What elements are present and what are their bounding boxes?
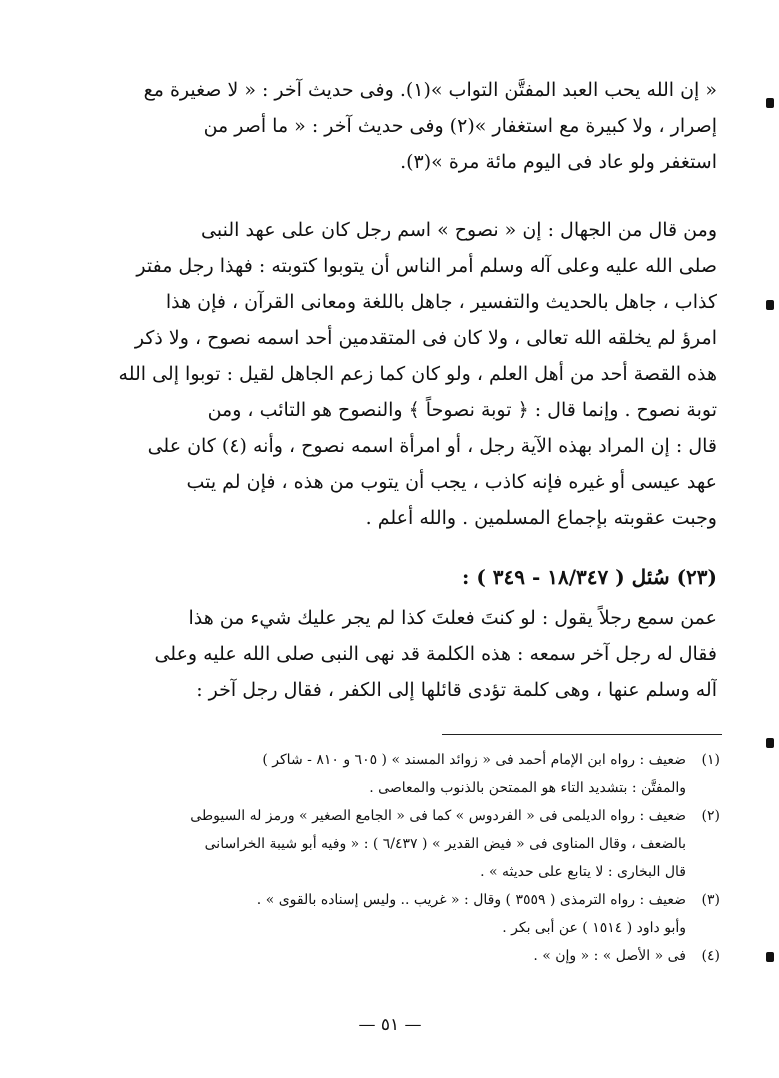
- text-line: امرؤ لم يخلقه الله تعالى ، ولا كان فى المتقدمين أحد اسمه نصوح ، ولا ذكر: [134, 327, 717, 349]
- footnote-3: [100, 886, 720, 942]
- question-heading: (٢٣) سُئل ( ١٨/٣٤٧ - ٣٤٩ ) :: [462, 565, 717, 589]
- paragraph-hadith: [100, 72, 717, 180]
- text-line: إصرار ، ولا كبيرة مع استغفار »(٢) وفى حديث آخر : « ما أصر من: [203, 115, 717, 137]
- text-line: آله وسلم عنها ، وهى كلمة تؤدى قائلها إلى الكفر ، فقال رجل آخر :: [196, 679, 717, 701]
- footnote-line: بالضعف ، وقال المناوى فى « فيض القدير » ( ٦/٤٣٧ ) : « وفيه أبو شيبة الخراسانى: [204, 836, 686, 852]
- footnote-2: [100, 802, 720, 886]
- text-line: عهد عيسى أو غيره فإنه كاذب ، يجب أن يتوب من هذه ، فإن لم يتب: [186, 471, 717, 493]
- scan-edge-mark: [766, 738, 774, 748]
- scan-edge-mark: [766, 98, 774, 108]
- footnote-divider: [442, 734, 722, 735]
- footnote-1: [100, 746, 720, 802]
- scan-edge-mark: [766, 952, 774, 962]
- paragraph-question: [100, 600, 717, 708]
- text-line: عمن سمع رجلاً يقول : لو كنتَ فعلتَ كذا لم يجر عليك شيء من هذا: [188, 607, 717, 629]
- footnote-line: ضعيف : رواه الديلمى فى « الفردوس » كما فى « الجامع الصغير » ورمز له السيوطى: [190, 808, 686, 824]
- page-number: — ٥١ —: [358, 1015, 422, 1035]
- footnotes: [100, 746, 720, 970]
- paragraph-nasuh: [100, 212, 717, 536]
- footnote-line: وأبو داود ( ١٥١٤ ) عن أبى بكر .: [502, 920, 686, 936]
- text-line: فقال له رجل آخر سمعه : هذه الكلمة قد نهى النبى صلى الله عليه وعلى: [154, 643, 717, 665]
- footnote-number: (٤): [701, 948, 720, 964]
- text-line: ومن قال من الجهال : إن « نصوح » اسم رجل كان على عهد النبى: [201, 219, 717, 241]
- scan-edge-mark: [766, 300, 774, 310]
- text-line: صلى الله عليه وعلى آله وسلم أمر الناس أن يتوبوا كتوبته : فهذا رجل مفتر: [136, 255, 717, 277]
- footnote-line: والمفتَّن : بتشديد التاء هو الممتحن بالذنوب والمعاصى .: [369, 780, 686, 796]
- footnote-4: [100, 942, 720, 970]
- text-line: استغفر ولو عاد فى اليوم مائة مرة »(٣).: [400, 151, 717, 173]
- footnote-line: فى « الأصل » : « وإن » .: [533, 948, 686, 964]
- text-line: وجبت عقوبته بإجماع المسلمين . والله أعلم .: [365, 507, 717, 529]
- footnote-number: (٢): [701, 808, 720, 824]
- text-line: قال : إن المراد بهذه الآية رجل ، أو امرأة اسمه نصوح ، وأنه (٤) كان على: [147, 435, 717, 457]
- footnote-line: قال البخارى : لا يتابع على حديثه » .: [480, 864, 686, 880]
- text-line: هذه القصة أحد من أهل العلم ، ولو كان كما زعم الجاهل لقيل : توبوا إلى الله: [118, 363, 717, 385]
- footnote-number: (٣): [701, 892, 720, 908]
- text-line: « إن الله يحب العبد المفتَّن التواب »(١). وفى حديث آخر : « لا صغيرة مع: [143, 79, 717, 101]
- footnote-line: ضعيف : رواه ابن الإمام أحمد فى « زوائد المسند » ( ٦٠٥ و ٨١٠ - شاكر ): [262, 752, 686, 768]
- footnote-line: ضعيف : رواه الترمذى ( ٣٥٥٩ ) وقال : « غريب .. وليس إسناده بالقوى » .: [256, 892, 686, 908]
- text-line: كذاب ، جاهل بالحديث والتفسير ، جاهل باللغة ومعانى القرآن ، فإن هذا: [165, 291, 717, 313]
- text-line: توبة نصوح . وإنما قال : ﴿ توبة نصوحاً ﴾ والنصوح هو التائب ، ومن: [207, 399, 717, 421]
- footnote-number: (١): [701, 752, 720, 768]
